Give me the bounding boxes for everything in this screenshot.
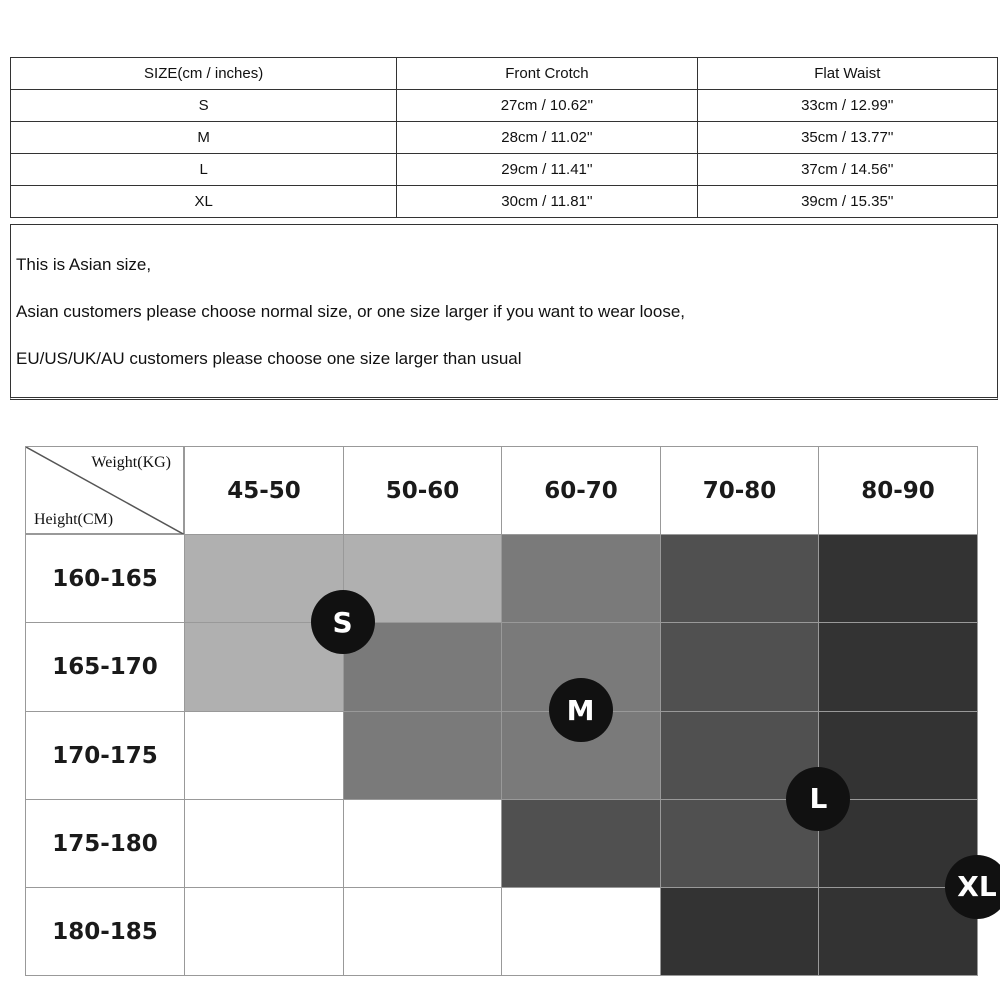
size-measurement-table	[10, 57, 998, 218]
cell: 29cm / 11.41''	[397, 154, 697, 186]
header-front-crotch: Front Crotch	[397, 58, 697, 90]
grid-cell	[660, 887, 819, 976]
height-header: 165-170	[25, 622, 185, 712]
table-row	[11, 90, 998, 122]
size-notes	[10, 224, 998, 400]
cell: 28cm / 11.02''	[397, 122, 697, 154]
weight-axis-label: Weight(KG)	[91, 454, 171, 471]
grid-cell	[660, 534, 819, 623]
cell: 39cm / 15.35''	[697, 186, 997, 218]
height-header: 170-175	[25, 711, 185, 800]
note-line: This is Asian size,	[16, 255, 152, 274]
cell: 35cm / 13.77''	[697, 122, 997, 154]
height-header: 180-185	[25, 887, 185, 976]
cell: 30cm / 11.81''	[397, 186, 697, 218]
grid-cell	[501, 799, 661, 888]
cell: S	[11, 90, 397, 122]
size-badge-m: M	[549, 678, 613, 742]
grid-cell	[818, 534, 978, 623]
grid-cell	[660, 622, 819, 712]
height-axis-label: Height(CM)	[34, 511, 114, 528]
cell: XL	[11, 186, 397, 218]
table-row	[11, 186, 998, 218]
header-flat-waist: Flat Waist	[697, 58, 997, 90]
note-line: EU/US/UK/AU customers please choose one size larger than usual	[16, 349, 522, 368]
cell: 27cm / 10.62''	[397, 90, 697, 122]
grid-cell	[343, 887, 502, 976]
header-size: SIZE(cm / inches)	[11, 58, 397, 90]
grid-cell	[818, 622, 978, 712]
size-badge-l: L	[786, 767, 850, 831]
table-row	[11, 154, 998, 186]
grid-corner	[25, 446, 184, 534]
grid-cell	[343, 799, 502, 888]
grid-cell	[501, 887, 661, 976]
weight-header: 50-60	[343, 446, 502, 535]
weight-header: 45-50	[184, 446, 344, 535]
grid-cell	[184, 799, 344, 888]
cell: 37cm / 14.56''	[697, 154, 997, 186]
grid-cell	[501, 534, 661, 623]
grid-cell	[184, 887, 344, 976]
weight-header: 60-70	[501, 446, 661, 535]
table-header-row	[11, 58, 998, 90]
height-header: 160-165	[25, 534, 185, 623]
cell: 33cm / 12.99''	[697, 90, 997, 122]
grid-cell	[184, 711, 344, 800]
height-header: 175-180	[25, 799, 185, 888]
size-badge-s: S	[311, 590, 375, 654]
weight-header: 70-80	[660, 446, 819, 535]
grid-cell	[343, 711, 502, 800]
table-row	[11, 122, 998, 154]
note-line: Asian customers please choose normal size, or one size larger if you want to wear loose,	[16, 302, 685, 321]
weight-header: 80-90	[818, 446, 978, 535]
height-weight-size-grid	[25, 446, 997, 975]
cell: L	[11, 154, 397, 186]
cell: M	[11, 122, 397, 154]
size-badge-xl: XL	[945, 855, 1000, 919]
